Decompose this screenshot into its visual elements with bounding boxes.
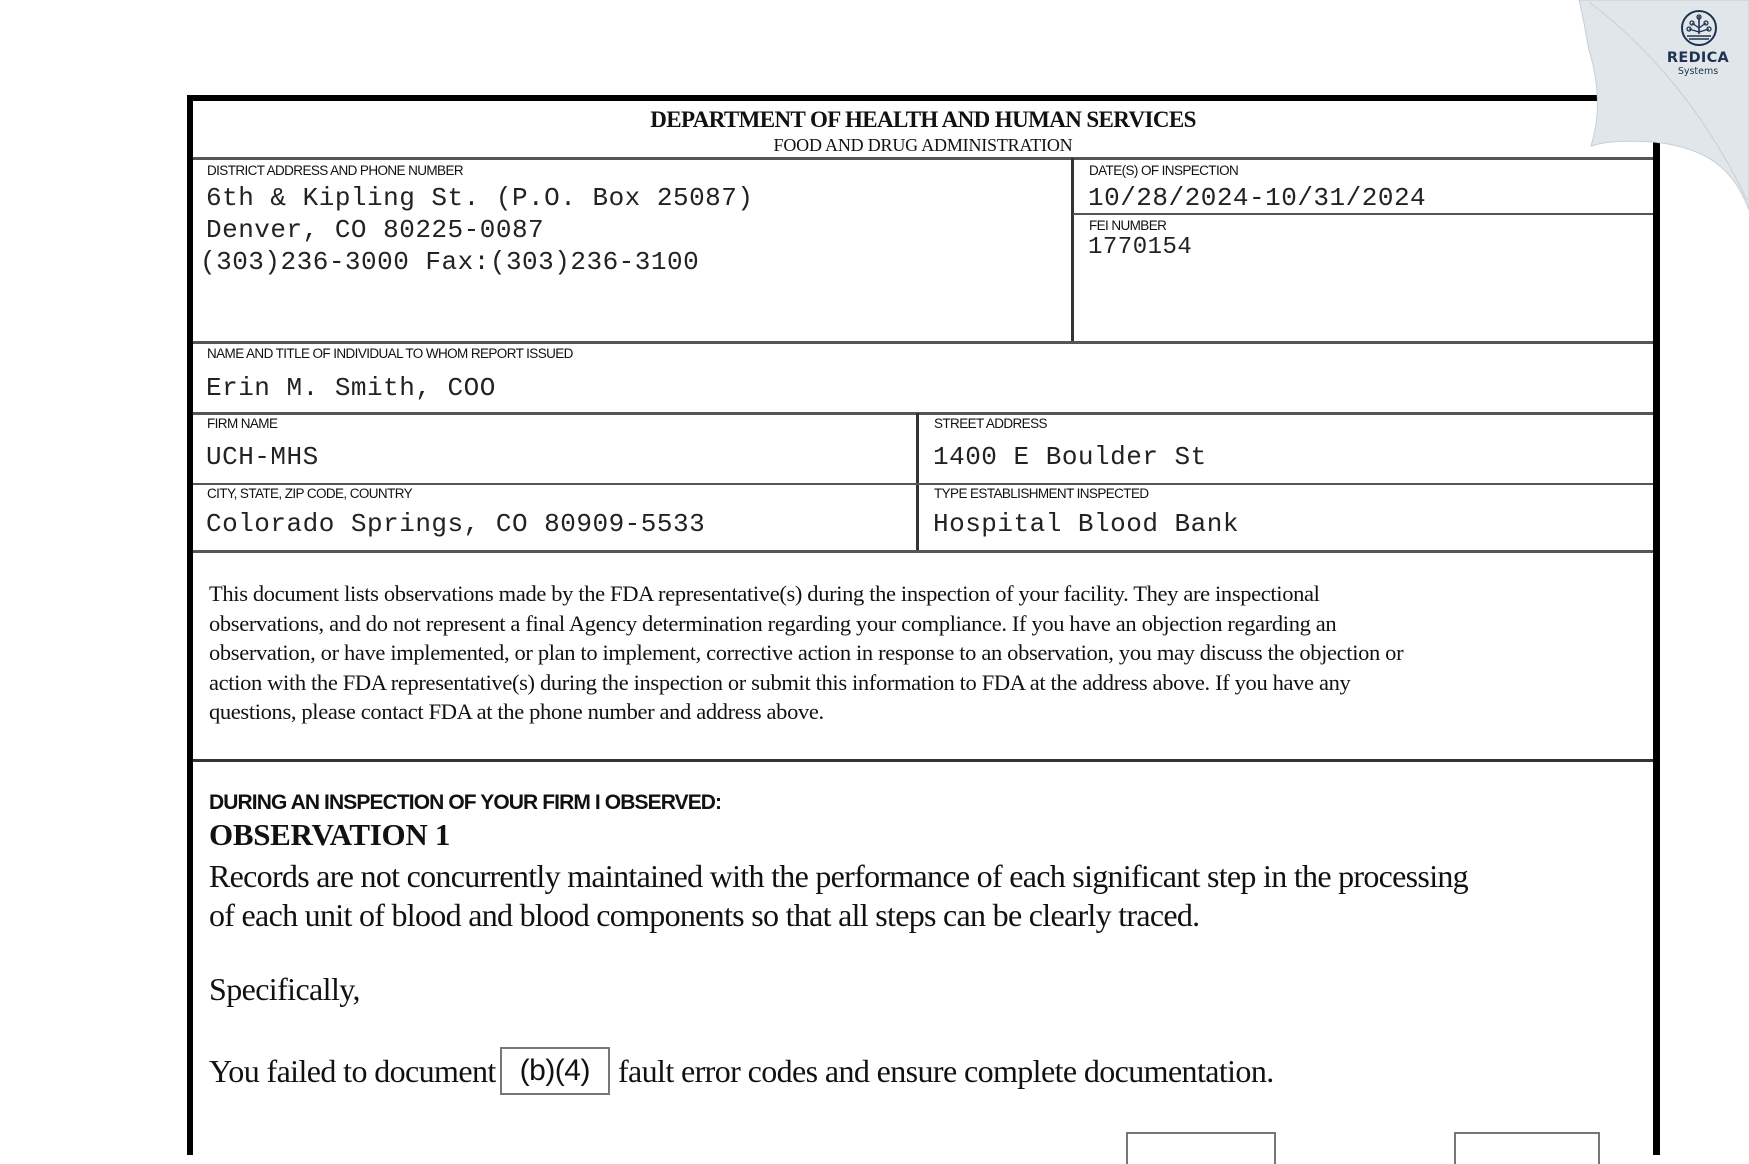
fei-value: 1770154 xyxy=(1088,234,1193,261)
recipient-label: NAME AND TITLE OF INDIVIDUAL TO WHOM REPORT ISSUED xyxy=(207,346,573,361)
redica-logo-icon xyxy=(1679,8,1719,48)
divider xyxy=(193,483,1653,485)
notice-line: This document lists observations made by the FDA representative(s) during the inspection of your facility. They are inspectional xyxy=(209,581,1320,606)
street-address-label: STREET ADDRESS xyxy=(934,416,1047,431)
street-address-value: 1400 E Boulder St xyxy=(933,442,1207,472)
divider xyxy=(1071,158,1074,341)
establishment-type-value: Hospital Blood Bank xyxy=(933,509,1239,539)
notice-paragraph xyxy=(209,579,1649,727)
notice-line: observation, or have implemented, or plan to implement, corrective action in response to an observation, you may discuss the objection or xyxy=(209,640,1404,665)
notice-line: action with the FDA representative(s) during the inspection or submit this information to FDA at the address above. If you have any xyxy=(209,669,1351,695)
redaction-box-partial xyxy=(1454,1132,1600,1164)
redica-brand: REDICA xyxy=(1666,50,1730,66)
specifically-text: Specifically, xyxy=(209,971,360,1007)
divider xyxy=(193,412,1653,415)
district-label: DISTRICT ADDRESS AND PHONE NUMBER xyxy=(207,163,463,178)
observed-heading: DURING AN INSPECTION OF YOUR FIRM I OBSERVED: xyxy=(209,791,722,814)
divider xyxy=(193,759,1653,762)
divider xyxy=(193,157,1653,160)
firm-name-label: FIRM NAME xyxy=(207,416,278,431)
fda-483-form xyxy=(187,95,1660,1155)
city-value: Colorado Springs, CO 80909-5533 xyxy=(206,509,706,539)
observation-title: OBSERVATION 1 xyxy=(209,817,451,852)
observation-line: Records are not concurrently maintained with the performance of each significant step in the processing xyxy=(209,858,1468,894)
divider xyxy=(1073,213,1653,215)
observation-body xyxy=(209,857,1468,935)
notice-line: questions, please contact FDA at the phone number and address above. xyxy=(209,699,824,724)
notice-line: observations, and do not represent a final Agency determination regarding your compliance. If you have an objection regarding an xyxy=(209,610,1337,636)
divider xyxy=(193,550,1653,553)
district-line1: 6th & Kipling St. (P.O. Box 25087) xyxy=(206,183,754,213)
city-label: CITY, STATE, ZIP CODE, COUNTRY xyxy=(207,486,413,501)
redica-sub: Systems xyxy=(1677,66,1719,77)
establishment-type-label: TYPE ESTABLISHMENT INSPECTED xyxy=(934,486,1149,501)
fei-label: FEI NUMBER xyxy=(1089,218,1167,233)
redaction-box: (b)(4) xyxy=(500,1047,610,1095)
redica-watermark xyxy=(1549,0,1749,210)
observation-detail xyxy=(209,1047,1274,1095)
divider xyxy=(193,341,1653,344)
page-curl-icon xyxy=(1549,0,1749,210)
district-phone: (303)236-3000 Fax:(303)236-3100 xyxy=(200,247,700,277)
redaction-box-partial xyxy=(1126,1132,1276,1164)
detail-before: You failed to document xyxy=(209,1052,496,1089)
recipient-value: Erin M. Smith, COO xyxy=(206,373,496,403)
firm-name-value: UCH-MHS xyxy=(206,442,319,472)
inspection-dates-label: DATE(S) OF INSPECTION xyxy=(1089,163,1239,178)
department-title: DEPARTMENT OF HEALTH AND HUMAN SERVICES xyxy=(650,107,1196,132)
inspection-dates-value: 10/28/2024-10/31/2024 xyxy=(1088,183,1427,213)
detail-after: fault error codes and ensure complete documentation. xyxy=(617,1052,1274,1089)
district-line2: Denver, CO 80225-0087 xyxy=(206,215,545,245)
observation-line: of each unit of blood and blood components so that all steps can be clearly traced. xyxy=(209,897,1200,933)
agency-title: FOOD AND DRUG ADMINISTRATION xyxy=(773,135,1073,155)
